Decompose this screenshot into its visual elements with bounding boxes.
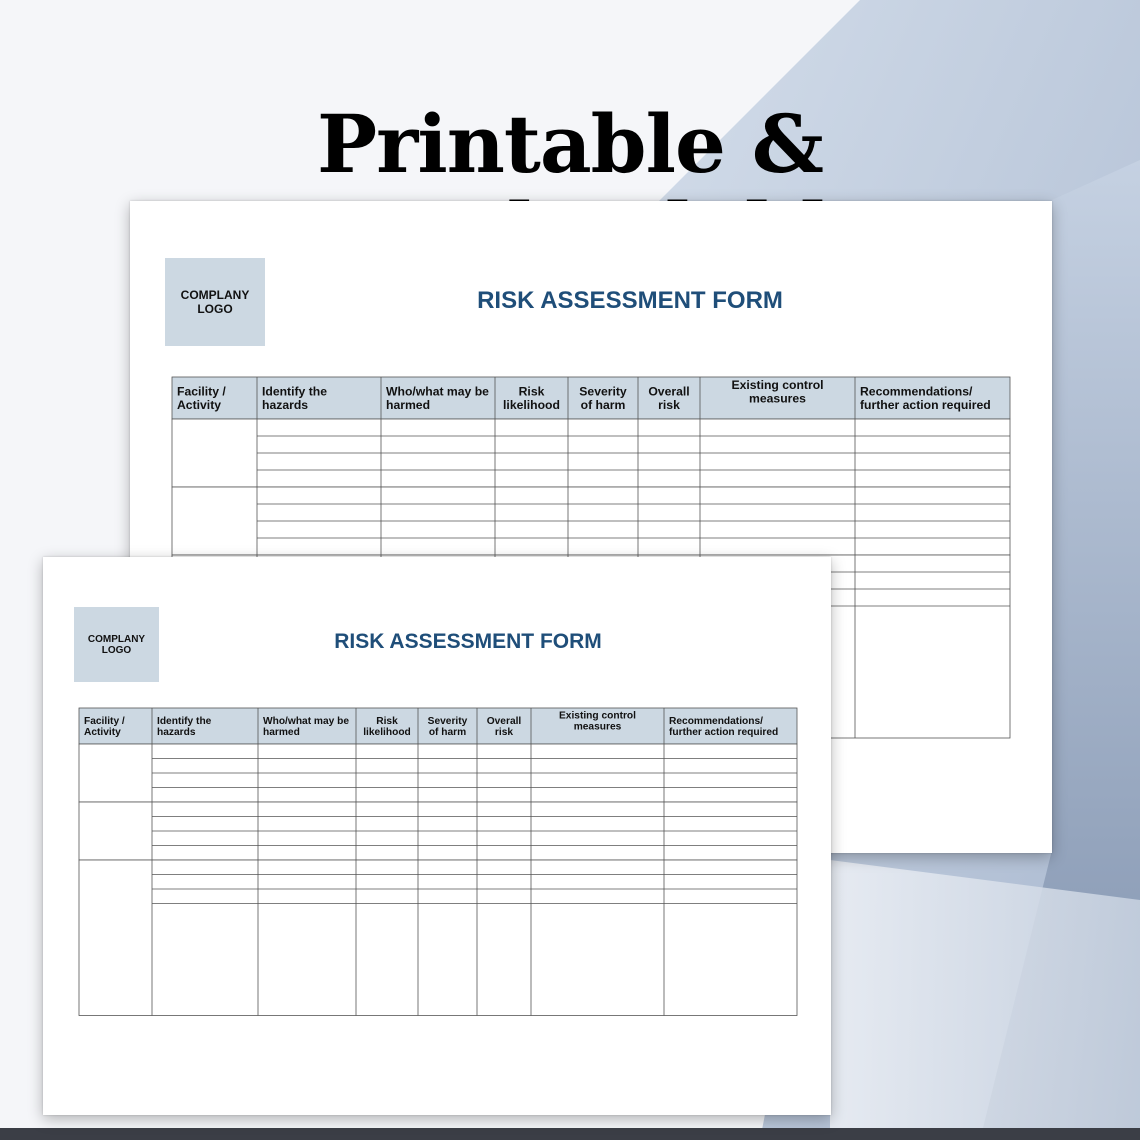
form-title: RISK ASSESSMENT FORM: [477, 287, 783, 314]
column-header: Severity of harm: [427, 715, 468, 739]
headline: Printable &: [317, 97, 823, 191]
column-header: Risk likelihood: [363, 715, 411, 739]
column-header: Recommendations/ further action required: [669, 715, 779, 739]
column-header: Who/what may be harmed: [386, 384, 489, 412]
column-header: Overall risk: [486, 715, 522, 739]
column-header: Existing control measures: [731, 377, 824, 406]
company-logo-placeholder: COMPLANY LOGO: [74, 607, 159, 682]
company-logo-placeholder: COMPLANY LOGO: [165, 258, 265, 346]
form-sheet-front: [43, 557, 831, 1115]
column-header: Recommendations/ further action required: [860, 384, 991, 412]
column-header: Overall risk: [648, 384, 690, 412]
form-title: RISK ASSESSMENT FORM: [334, 630, 602, 653]
column-header: Facility / Activity: [84, 715, 125, 739]
column-header: Existing control measures: [559, 710, 636, 733]
column-header: Facility / Activity: [177, 384, 226, 412]
table-row: [79, 860, 797, 1016]
risk-table: [43, 557, 831, 1115]
column-header: Risk likelihood: [503, 384, 560, 412]
column-header: Who/what may be harmed: [263, 715, 350, 739]
column-header: Severity of harm: [579, 384, 627, 412]
column-header: Identify the hazards: [262, 384, 328, 412]
column-header: Identify the hazards: [157, 715, 212, 739]
